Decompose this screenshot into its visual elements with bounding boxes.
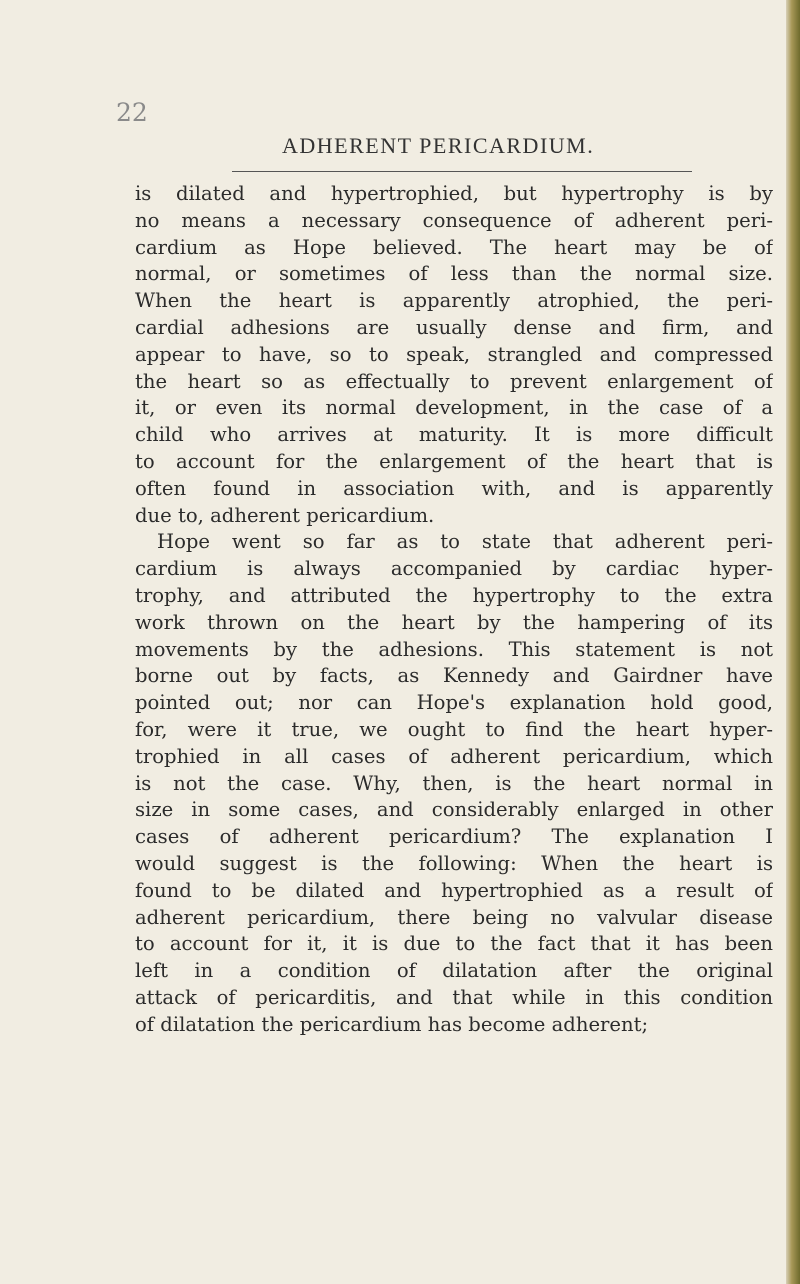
text-line: often found in association with, and is apparently [135,476,773,500]
text-line: trophy, and attributed the hypertrophy to the extra [135,583,773,607]
text-line: adherent pericardium, there being no valvular disease [135,905,773,929]
text-line: cases of adherent pericardium? The explanation I [135,825,773,849]
page-edge [786,0,800,1284]
text-line: would suggest is the following: When the heart is [135,851,773,875]
text-line: to account for the enlargement of the heart that is [135,449,773,473]
body-text [135,181,773,1039]
text-line: attack of pericarditis, and that while in this condition [135,985,773,1009]
text-line: work thrown on the heart by the hampering of its [135,610,773,634]
text-line: normal, or sometimes of less than the normal size. [135,262,773,286]
text-line: found to be dilated and hypertrophied as a result of [135,878,773,902]
text-line: trophied in all cases of adherent pericardium, which [135,744,773,768]
text-line: borne out by facts, as Kennedy and Gairdner have [135,664,773,688]
text-line: is dilated and hypertrophied, but hypertrophy is by [135,182,773,205]
text-line: size in some cases, and considerably enlarged in other [135,798,773,822]
text-line: appear to have, so to speak, strangled and compressed [135,342,773,366]
text-line: When the heart is apparently atrophied, the peri- [135,289,773,313]
running-head: ADHERENT PERICARDIUM. [282,133,595,158]
text-line: to account for it, it is due to the fact that it has been [135,932,773,956]
text-line: no means a necessary consequence of adherent peri- [135,208,773,232]
text-line: of dilatation the pericardium has become adherent; [135,1012,649,1036]
text-line: child who arrives at maturity. It is more difficult [135,423,773,447]
text-line: it, or even its normal development, in the case of a [135,396,773,420]
text-line: pointed out; nor can Hope's explanation hold good, [135,691,773,715]
text-line: cardium as Hope believed. The heart may be of [135,235,773,259]
text-line: Hope went so far as to state that adherent peri- [157,530,773,554]
text-line: cardial adhesions are usually dense and firm, and [135,315,773,339]
page-number: 22 [116,98,148,127]
text-line: the heart so as effectually to prevent enlargement of [135,369,773,393]
header-rule [232,171,692,172]
text-line: movements by the adhesions. This statement is not [135,637,773,661]
text-line: for, were it true, we ought to find the heart hyper- [135,717,773,741]
text-line: cardium is always accompanied by cardiac hyper- [135,557,773,581]
text-line: is not the case. Why, then, is the heart normal in [135,771,773,795]
text-line: left in a condition of dilatation after the original [135,959,773,983]
text-line: due to, adherent pericardium. [135,503,435,527]
